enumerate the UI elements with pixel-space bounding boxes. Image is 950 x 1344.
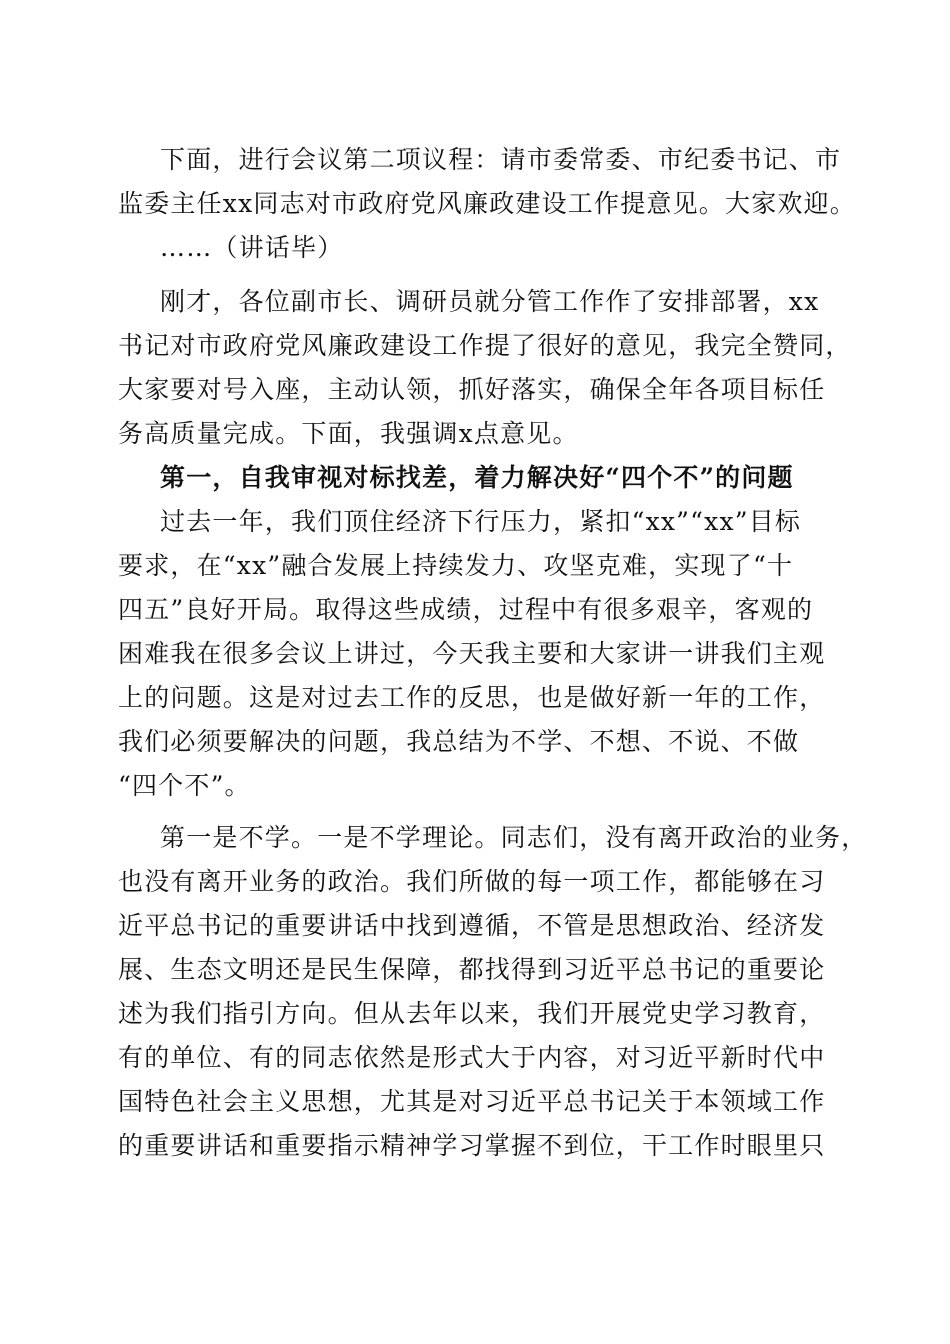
paragraph-agenda-line-1: 下面，进行会议第二项议程：请市委常委、市纪委书记、市 (160, 145, 842, 174)
paragraph-not-learning-line-2: 也没有离开业务的政治。我们所做的每一项工作，都能够在习 (118, 867, 826, 896)
paragraph-not-learning-line-8: 的重要讲话和重要指示精神学习掌握不到位，干工作时眼里只 (118, 1131, 826, 1160)
paragraph-summary-line-4: 务高质量完成。下面，我强调x点意见。 (118, 419, 579, 448)
paragraph-review-line-4: 困难我在很多会议上讲过，今天我主要和大家讲一讲我们主观 (118, 639, 826, 668)
paragraph-summary-line-2: 书记对市政府党风廉政建设工作提了很好的意见，我完全赞同， (118, 331, 852, 360)
section-heading-1: 第一，自我审视对标找差，着力解决好“四个不”的问题 (160, 463, 794, 492)
paragraph-review-line-2: 要求，在“xx”融合发展上持续发力、攻坚克难，实现了“十 (118, 551, 794, 580)
paragraph-not-learning-line-4: 展、生态文明还是民生保障，都找得到习近平总书记的重要论 (118, 955, 826, 984)
paragraph-not-learning-line-3: 近平总书记的重要讲话中找到遵循，不管是思想政治、经济发 (118, 911, 826, 940)
paragraph-review-line-3: 四五”良好开局。取得这些成绩，过程中有很多艰辛，客观的 (118, 595, 814, 624)
paragraph-not-learning-line-7: 国特色社会主义思想，尤其是对习近平总书记关于本领域工作 (118, 1087, 826, 1116)
paragraph-not-learning-line-6: 有的单位、有的同志依然是形式大于内容，对习近平新时代中 (118, 1043, 826, 1072)
paragraph-review-line-1: 过去一年，我们顶住经济下行压力，紧扣“xx”“xx”目标 (160, 507, 802, 536)
paragraph-review-line-7: “四个不”。 (118, 771, 251, 800)
paragraph-not-learning-line-1: 第一是不学。一是不学理论。同志们，没有离开政治的业务， (160, 823, 868, 852)
paragraph-review-line-6: 我们必须要解决的问题，我总结为不学、不想、不说、不做 (118, 727, 800, 756)
speech-end-note: ……（讲话毕） (160, 233, 344, 262)
paragraph-summary-line-3: 大家要对号入座，主动认领，抓好落实，确保全年各项目标任 (118, 375, 826, 404)
paragraph-summary-line-1: 刚才，各位副市长、调研员就分管工作作了安排部署，xx (160, 287, 820, 316)
paragraph-agenda-line-2: 监委主任xx同志对市政府党风廉政建设工作提意见。大家欢迎。 (118, 189, 857, 218)
paragraph-review-line-5: 上的问题。这是对过去工作的反思，也是做好新一年的工作， (118, 683, 826, 712)
paragraph-not-learning-line-5: 述为我们指引方向。但从去年以来，我们开展党史学习教育， (118, 999, 826, 1028)
